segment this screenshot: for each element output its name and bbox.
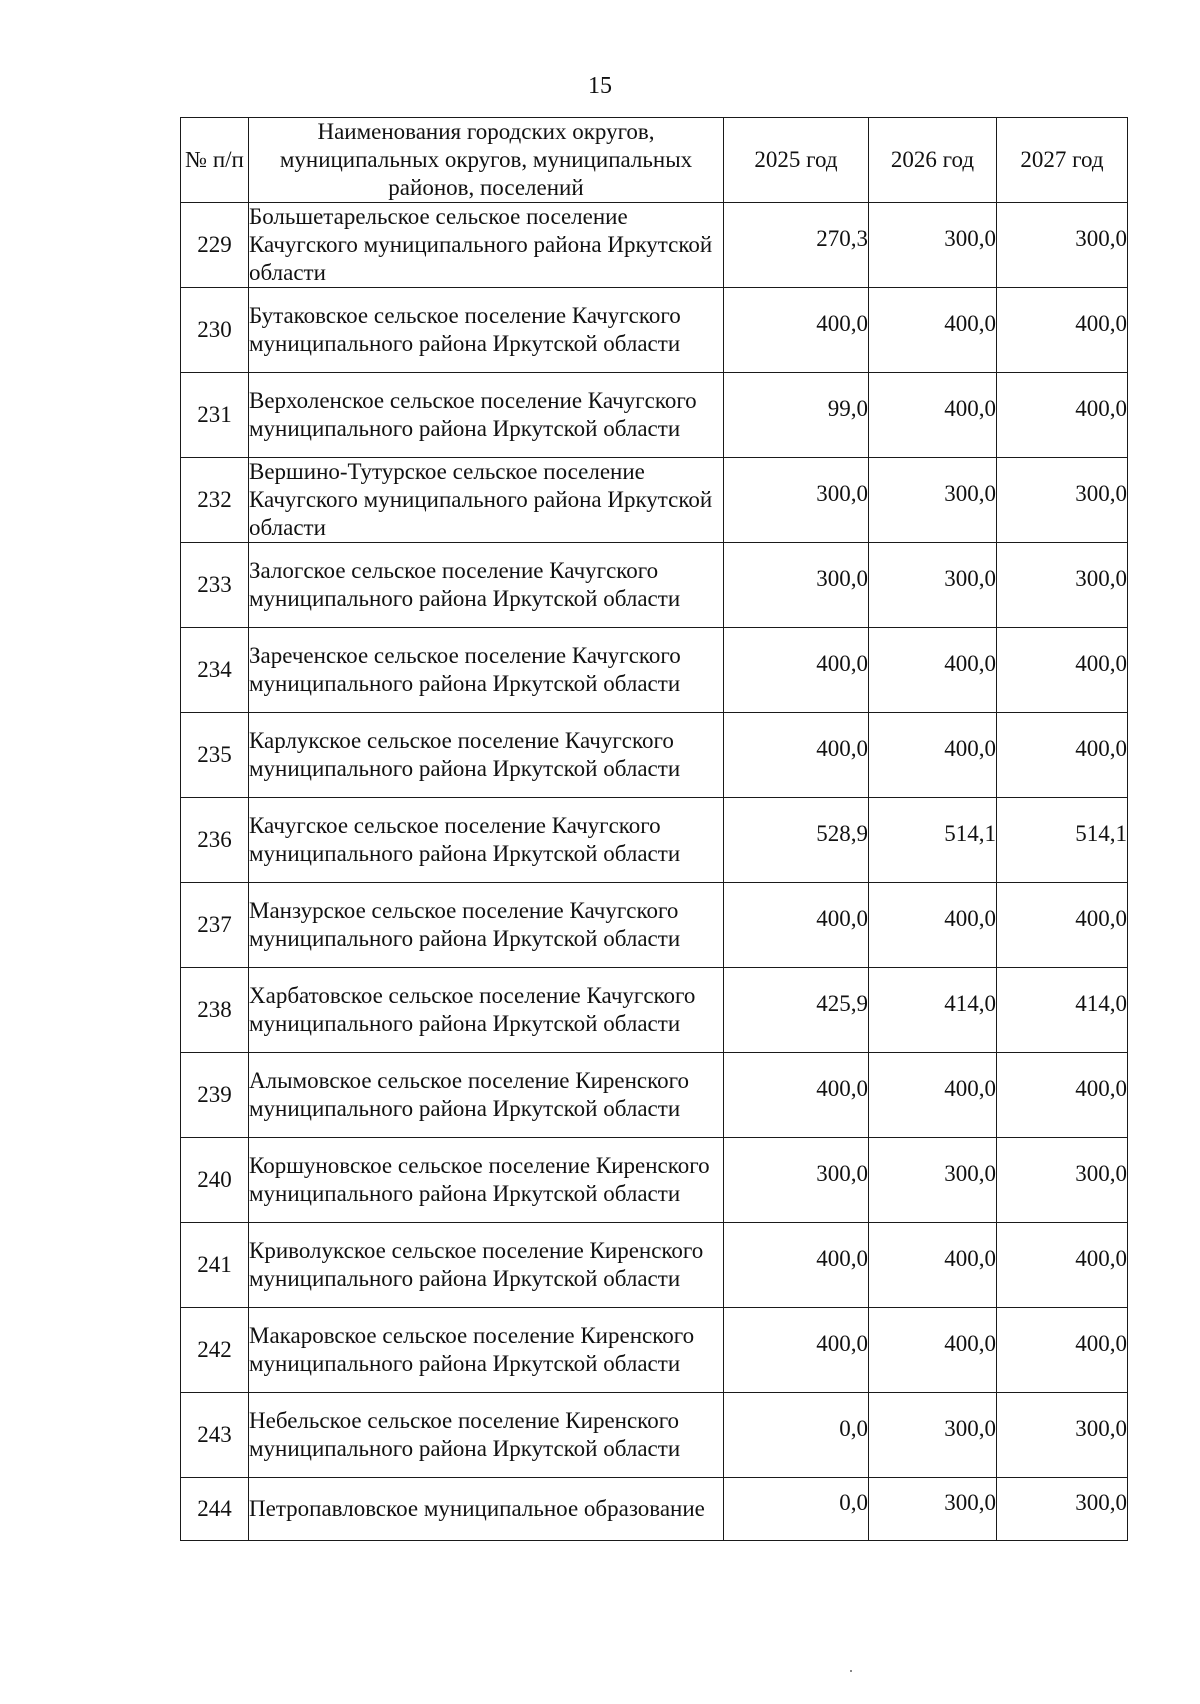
row-2025 [724,968,869,1053]
row-name: Алымовское сельское поселение Киренского муниципального района Иркутской области [249,1053,724,1138]
value-2027: 300,0 [1075,566,1127,591]
value-2027: 400,0 [1075,736,1127,761]
row-name: Макаровское сельское поселение Киренского муниципального района Иркутской области [249,1308,724,1393]
value-2025: 300,0 [816,566,868,591]
row-2026 [869,883,997,968]
value-2027: 300,0 [1075,1416,1127,1441]
value-2027: 400,0 [1075,1331,1127,1356]
row-2026 [869,713,997,798]
row-2027 [997,628,1128,713]
row-name: Небельское сельское поселение Киренского муниципального района Иркутской области [249,1393,724,1478]
value-2027: 300,0 [1075,1161,1127,1186]
table-row [181,968,1128,1053]
table-row [181,1053,1128,1138]
row-2025 [724,1053,869,1138]
value-2025: 400,0 [816,1246,868,1271]
row-2027 [997,458,1128,543]
row-2027 [997,883,1128,968]
value-2027: 300,0 [1075,481,1127,506]
value-2026: 400,0 [944,906,996,931]
value-2026: 300,0 [944,1490,996,1515]
row-2027 [997,968,1128,1053]
value-2026: 400,0 [944,1246,996,1271]
row-number: 235 [181,713,249,798]
value-2027: 300,0 [1075,226,1127,251]
value-2025: 270,3 [816,226,868,251]
row-2026 [869,458,997,543]
row-2025 [724,288,869,373]
row-number: 232 [181,458,249,543]
header-name: Наименования городских округов, муниципальных округов, муниципальных районов, поселений [249,118,724,203]
value-2026: 514,1 [944,821,996,846]
value-2025: 300,0 [816,481,868,506]
table-row [181,1138,1128,1223]
row-name: Криволукское сельское поселение Киренского муниципального района Иркутской области [249,1223,724,1308]
row-number: 231 [181,373,249,458]
row-2025 [724,628,869,713]
row-number: 229 [181,203,249,288]
row-name: Большетарельское сельское поселение Качугского муниципального района Иркутской области [249,203,724,288]
row-number: 239 [181,1053,249,1138]
header-number: № п/п [181,118,249,203]
row-2027 [997,1308,1128,1393]
row-2026 [869,1223,997,1308]
row-name: Петропавловское муниципальное образование [249,1478,724,1541]
table-row [181,1393,1128,1478]
row-2026 [869,203,997,288]
row-2026 [869,1478,997,1541]
value-2025: 400,0 [816,736,868,761]
table-row [181,373,1128,458]
row-2027 [997,1393,1128,1478]
row-2025 [724,883,869,968]
value-2026: 400,0 [944,736,996,761]
value-2027: 400,0 [1075,906,1127,931]
value-2025: 0,0 [839,1490,868,1515]
row-2027 [997,1138,1128,1223]
header-2027: 2027 год [997,118,1128,203]
row-name: Манзурское сельское поселение Качугского муниципального района Иркутской области [249,883,724,968]
value-2027: 400,0 [1075,396,1127,421]
row-2026 [869,288,997,373]
value-2026: 400,0 [944,1331,996,1356]
row-name: Вершино-Тутурское сельское поселение Качугского муниципального района Иркутской области [249,458,724,543]
table-row [181,1478,1128,1541]
row-name: Харбатовское сельское поселение Качугского муниципального района Иркутской области [249,968,724,1053]
value-2026: 300,0 [944,226,996,251]
table-row [181,1223,1128,1308]
row-number: 236 [181,798,249,883]
table-row [181,543,1128,628]
row-number: 230 [181,288,249,373]
table-row [181,883,1128,968]
row-2027 [997,1223,1128,1308]
row-name: Карлукское сельское поселение Качугского муниципального района Иркутской области [249,713,724,798]
row-2026 [869,798,997,883]
page-number: 15 [588,73,612,99]
header-2026: 2026 год [869,118,997,203]
value-2026: 414,0 [944,991,996,1016]
value-2026: 300,0 [944,566,996,591]
row-name: Коршуновское сельское поселение Киренского муниципального района Иркутской области [249,1138,724,1223]
row-2025 [724,543,869,628]
row-2025 [724,458,869,543]
row-2027 [997,203,1128,288]
row-2027 [997,798,1128,883]
value-2025: 300,0 [816,1161,868,1186]
row-number: 234 [181,628,249,713]
value-2025: 400,0 [816,906,868,931]
row-2027 [997,288,1128,373]
value-2025: 0,0 [839,1416,868,1441]
value-2026: 300,0 [944,481,996,506]
row-number: 242 [181,1308,249,1393]
value-2027: 400,0 [1075,311,1127,336]
row-2026 [869,1053,997,1138]
row-2027 [997,1478,1128,1541]
value-2025: 400,0 [816,651,868,676]
header-2025: 2025 год [724,118,869,203]
row-number: 240 [181,1138,249,1223]
value-2025: 99,0 [827,396,868,421]
value-2027: 400,0 [1075,1076,1127,1101]
row-number: 241 [181,1223,249,1308]
value-2027: 414,0 [1075,991,1127,1016]
row-number: 237 [181,883,249,968]
row-2027 [997,713,1128,798]
value-2027: 400,0 [1075,651,1127,676]
row-name: Зареченское сельское поселение Качугского муниципального района Иркутской области [249,628,724,713]
scan-speck [850,1670,852,1672]
value-2025: 528,9 [816,821,868,846]
value-2025: 400,0 [816,311,868,336]
row-2025 [724,1393,869,1478]
row-2025 [724,373,869,458]
row-name: Бутаковское сельское поселение Качугского муниципального района Иркутской области [249,288,724,373]
row-2026 [869,1138,997,1223]
row-2025 [724,713,869,798]
value-2026: 400,0 [944,1076,996,1101]
row-2026 [869,373,997,458]
row-2027 [997,1053,1128,1138]
row-2025 [724,203,869,288]
value-2025: 425,9 [816,991,868,1016]
row-2027 [997,373,1128,458]
row-2027 [997,543,1128,628]
table-header-row [181,118,1128,203]
row-name: Верхоленское сельское поселение Качугского муниципального района Иркутской области [249,373,724,458]
row-2025 [724,1478,869,1541]
row-2025 [724,1138,869,1223]
value-2026: 400,0 [944,311,996,336]
table-row [181,458,1128,543]
value-2026: 300,0 [944,1416,996,1441]
row-2025 [724,1308,869,1393]
row-2026 [869,543,997,628]
row-2025 [724,1223,869,1308]
row-2026 [869,1308,997,1393]
row-number: 238 [181,968,249,1053]
row-name: Качугское сельское поселение Качугского муниципального района Иркутской области [249,798,724,883]
allocation-table [180,117,1128,1541]
value-2025: 400,0 [816,1331,868,1356]
row-2025 [724,798,869,883]
table-row [181,798,1128,883]
value-2025: 400,0 [816,1076,868,1101]
table-row [181,713,1128,798]
row-number: 244 [181,1478,249,1541]
value-2027: 514,1 [1075,821,1127,846]
value-2026: 400,0 [944,396,996,421]
table-row [181,628,1128,713]
row-2026 [869,968,997,1053]
value-2026: 400,0 [944,651,996,676]
row-2026 [869,1393,997,1478]
value-2027: 400,0 [1075,1246,1127,1271]
table-row [181,1308,1128,1393]
row-number: 233 [181,543,249,628]
row-2026 [869,628,997,713]
row-name: Залогское сельское поселение Качугского муниципального района Иркутской области [249,543,724,628]
value-2026: 300,0 [944,1161,996,1186]
row-number: 243 [181,1393,249,1478]
value-2027: 300,0 [1075,1490,1127,1515]
table-row [181,288,1128,373]
table-row [181,203,1128,288]
